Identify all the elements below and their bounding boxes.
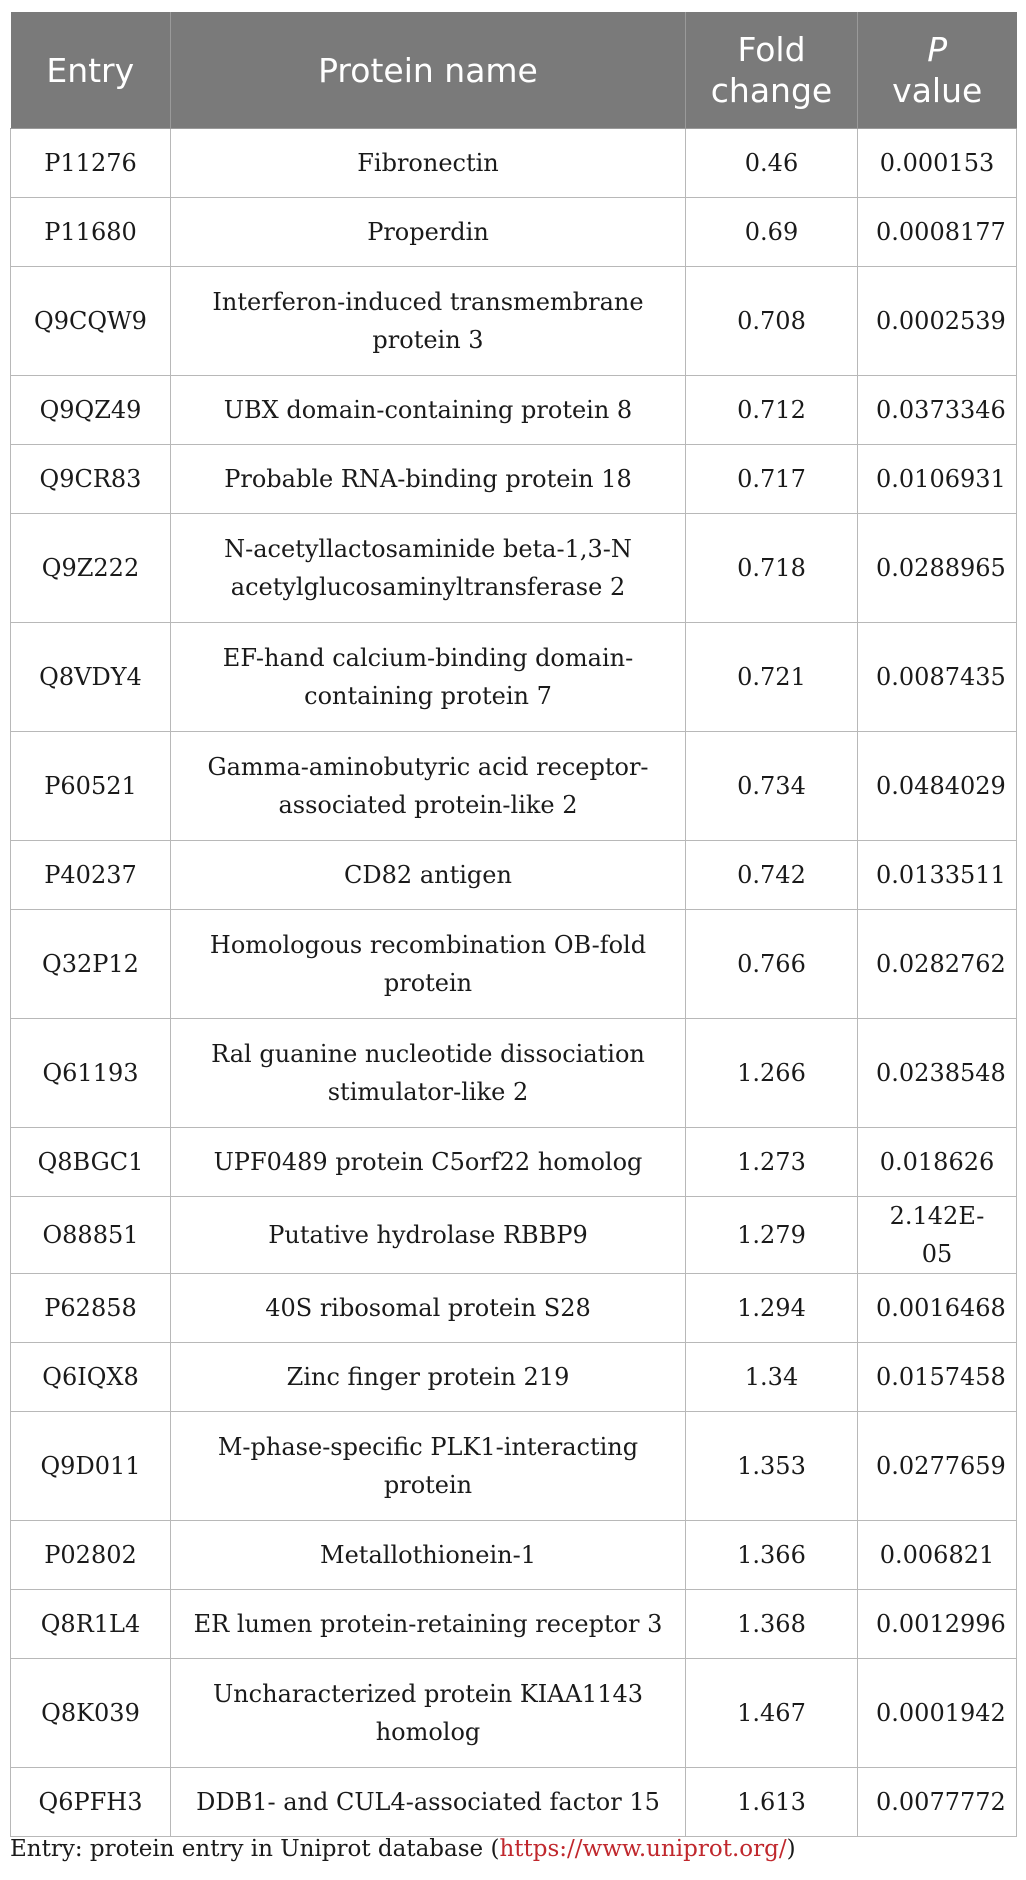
table-row: [11, 1768, 1017, 1837]
table-row: [11, 841, 1017, 910]
entry-cell: Q9Z222: [11, 514, 171, 623]
fold-change-cell: 1.273: [686, 1128, 858, 1197]
entry-cell: P11680: [11, 198, 171, 267]
p-value-cell: 0.0002539: [858, 267, 1017, 376]
p-value-cell: 0.0288965: [858, 514, 1017, 623]
entry-cell: Q9CQW9: [11, 267, 171, 376]
entry-cell: P60521: [11, 732, 171, 841]
protein-name-cell: CD82 antigen: [171, 841, 686, 910]
entry-cell: Q9QZ49: [11, 376, 171, 445]
protein-name-cell: Uncharacterized protein KIAA1143 homolog: [171, 1659, 686, 1768]
entry-cell: P02802: [11, 1521, 171, 1590]
protein-name-cell: UPF0489 protein C5orf22 homolog: [171, 1128, 686, 1197]
p-value-cell: 0.000153: [858, 129, 1017, 198]
footnote-close-paren: ): [786, 1836, 796, 1862]
fold-change-cell: 0.69: [686, 198, 858, 267]
entry-cell: P40237: [11, 841, 171, 910]
header-fold-change-line2: change: [710, 71, 833, 110]
table-footnote: [10, 1836, 796, 1862]
table-row: [11, 910, 1017, 1019]
fold-change-cell: 0.717: [686, 445, 858, 514]
entry-cell: Q8VDY4: [11, 623, 171, 732]
fold-change-cell: 0.721: [686, 623, 858, 732]
protein-name-cell: DDB1- and CUL4-associated factor 15: [171, 1768, 686, 1837]
table-row: [11, 1412, 1017, 1521]
protein-name-cell: UBX domain-containing protein 8: [171, 376, 686, 445]
p-value-cell: 0.006821: [858, 1521, 1017, 1590]
footnote-text: Entry: protein entry in Uniprot database (: [10, 1836, 500, 1862]
header-row: [11, 12, 1017, 129]
protein-name-cell: Homologous recombination OB-fold protein: [171, 910, 686, 1019]
protein-name-cell: Zinc finger protein 219: [171, 1343, 686, 1412]
table-row: [11, 732, 1017, 841]
header-entry: Entry: [11, 12, 171, 129]
protein-name-cell: M-phase-specific PLK1-interacting protein: [171, 1412, 686, 1521]
table-row: [11, 1590, 1017, 1659]
fold-change-cell: 1.279: [686, 1197, 858, 1274]
fold-change-cell: 0.742: [686, 841, 858, 910]
table-row: [11, 376, 1017, 445]
protein-name-cell: Interferon-induced transmembrane protein 3: [171, 267, 686, 376]
fold-change-cell: 0.734: [686, 732, 858, 841]
p-value-cell: 0.0012996: [858, 1590, 1017, 1659]
table-body: [11, 129, 1017, 1837]
entry-cell: Q8K039: [11, 1659, 171, 1768]
table-container: [10, 12, 1016, 1837]
protein-name-cell: Putative hydrolase RBBP9: [171, 1197, 686, 1274]
table-row: [11, 198, 1017, 267]
p-value-cell: 0.0484029: [858, 732, 1017, 841]
protein-name-cell: EF-hand calcium-binding domain-containing protein 7: [171, 623, 686, 732]
fold-change-cell: 1.467: [686, 1659, 858, 1768]
p-value-cell: 0.0238548: [858, 1019, 1017, 1128]
protein-name-cell: Fibronectin: [171, 129, 686, 198]
p-value-cell: 0.0106931: [858, 445, 1017, 514]
fold-change-cell: 1.368: [686, 1590, 858, 1659]
table-row: [11, 1521, 1017, 1590]
p-value-cell: 0.0008177: [858, 198, 1017, 267]
protein-name-cell: 40S ribosomal protein S28: [171, 1274, 686, 1343]
table-row: [11, 1343, 1017, 1412]
header-p-value-line2: value: [892, 71, 983, 110]
header-p-value: [858, 12, 1017, 129]
fold-change-cell: 1.294: [686, 1274, 858, 1343]
header-fold-change-line1: Fold: [737, 30, 806, 69]
fold-change-cell: 1.266: [686, 1019, 858, 1128]
table-row: [11, 267, 1017, 376]
entry-cell: Q6IQX8: [11, 1343, 171, 1412]
table-row: [11, 445, 1017, 514]
header-fold-change: [686, 12, 858, 129]
protein-table: [10, 12, 1017, 1837]
fold-change-cell: 0.708: [686, 267, 858, 376]
fold-change-cell: 1.366: [686, 1521, 858, 1590]
entry-cell: Q61193: [11, 1019, 171, 1128]
fold-change-cell: 1.613: [686, 1768, 858, 1837]
protein-name-cell: ER lumen protein-retaining receptor 3: [171, 1590, 686, 1659]
entry-cell: O88851: [11, 1197, 171, 1274]
p-value-cell: 0.0087435: [858, 623, 1017, 732]
entry-cell: Q6PFH3: [11, 1768, 171, 1837]
header-p-value-line1: P: [927, 30, 948, 69]
protein-name-cell: Probable RNA-binding protein 18: [171, 445, 686, 514]
entry-cell: Q8BGC1: [11, 1128, 171, 1197]
p-value-cell: 0.0016468: [858, 1274, 1017, 1343]
entry-cell: Q9CR83: [11, 445, 171, 514]
table-row: [11, 1274, 1017, 1343]
p-value-cell: 0.0077772: [858, 1768, 1017, 1837]
table-row: [11, 1659, 1017, 1768]
table-row: [11, 514, 1017, 623]
p-value-cell: 0.0001942: [858, 1659, 1017, 1768]
protein-name-cell: Ral guanine nucleotide dissociation stimulator-like 2: [171, 1019, 686, 1128]
entry-cell: Q9D011: [11, 1412, 171, 1521]
entry-cell: Q32P12: [11, 910, 171, 1019]
protein-name-cell: Gamma-aminobutyric acid receptor-associated protein-like 2: [171, 732, 686, 841]
p-value-cell: 0.018626: [858, 1128, 1017, 1197]
fold-change-cell: 0.718: [686, 514, 858, 623]
p-value-cell: 0.0277659: [858, 1412, 1017, 1521]
table-row: [11, 1128, 1017, 1197]
entry-cell: Q8R1L4: [11, 1590, 171, 1659]
fold-change-cell: 0.766: [686, 910, 858, 1019]
protein-name-cell: N-acetyllactosaminide beta-1,3-N acetylglucosaminyltransferase 2: [171, 514, 686, 623]
entry-cell: P11276: [11, 129, 171, 198]
p-value-cell: 0.0133511: [858, 841, 1017, 910]
fold-change-cell: 1.34: [686, 1343, 858, 1412]
table-row: [11, 623, 1017, 732]
p-value-cell: 2.142E-05: [858, 1197, 1017, 1274]
table-row: [11, 1197, 1017, 1274]
protein-name-cell: Metallothionein-1: [171, 1521, 686, 1590]
p-value-cell: 0.0157458: [858, 1343, 1017, 1412]
p-value-cell: 0.0373346: [858, 376, 1017, 445]
protein-name-cell: Properdin: [171, 198, 686, 267]
header-protein-name: Protein name: [171, 12, 686, 129]
entry-cell: P62858: [11, 1274, 171, 1343]
fold-change-cell: 0.712: [686, 376, 858, 445]
uniprot-link[interactable]: https://www.uniprot.org/: [499, 1836, 787, 1862]
fold-change-cell: 1.353: [686, 1412, 858, 1521]
table-row: [11, 1019, 1017, 1128]
fold-change-cell: 0.46: [686, 129, 858, 198]
p-value-cell: 0.0282762: [858, 910, 1017, 1019]
table-row: [11, 129, 1017, 198]
